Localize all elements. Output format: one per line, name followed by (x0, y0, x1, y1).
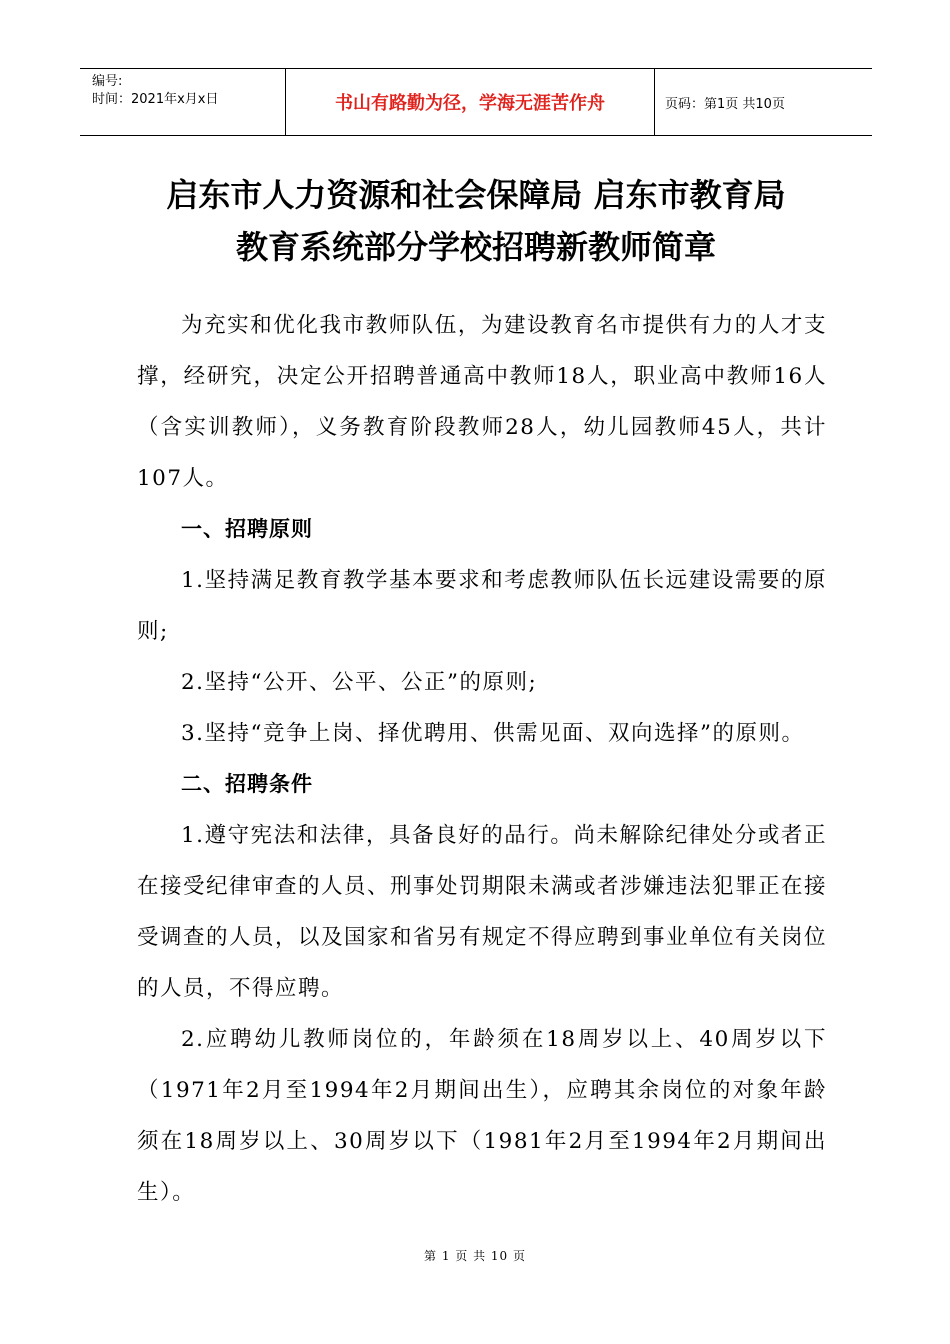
section2-item: 1.遵守宪法和法律，具备良好的品行。尚未解除纪律处分或者正在接受纪律审查的人员、刑事处罚期限未满或者涉嫌违法犯罪正在接受调查的人员，以及国家和省另有规定不得应聘到事业单位有关岗位的人员，不得应聘。 (137, 823, 828, 1001)
header-meta (80, 69, 285, 135)
number-label: 编号: (92, 74, 123, 89)
section1-item: 2.坚持“公开、公平、公正”的原则; (181, 670, 538, 695)
section2-item: 2.应聘幼儿教师岗位的，年龄须在18周岁以上、40周岁以下（1971年2月至1994年2月期间出生），应聘其余岗位的对象年龄须在18周岁以上、30周岁以下（1981年2月至1994年2月期间出生）。 (137, 1027, 827, 1205)
document-body (137, 300, 827, 1218)
header-motto-cell (285, 69, 655, 135)
header-page-cell (655, 69, 872, 135)
section1-item: 1.坚持满足教育教学基本要求和考虑教师队伍长远建设需要的原则; (137, 568, 827, 644)
document-title-line1: 启东市人力资源和社会保障局 启东市教育局 (166, 176, 786, 214)
document-header (80, 68, 872, 136)
motto-text: 书山有路勤为径，学海无涯苦作舟 (335, 93, 605, 114)
intro-paragraph: 为充实和优化我市教师队伍，为建设教育名市提供有力的人才支撑，经研究，决定公开招聘普通高中教师18人，职业高中教师16人（含实训教师），义务教育阶段教师28人，幼儿园教师45人，共计107人。 (137, 313, 827, 491)
document-title-line2: 教育系统部分学校招聘新教师简章 (235, 228, 716, 266)
page-footer: 第 1 页 共 10 页 (424, 1249, 526, 1263)
section1-item: 3.坚持“竞争上岗、择优聘用、供需见面、双向选择”的原则。 (181, 721, 805, 746)
section1-heading: 一、招聘原则 (181, 517, 313, 541)
section2-heading: 二、招聘条件 (181, 772, 313, 796)
page-label: 页码：第1页 共10页 (665, 96, 785, 112)
time-label: 时间：2021年x月x日 (92, 92, 219, 107)
